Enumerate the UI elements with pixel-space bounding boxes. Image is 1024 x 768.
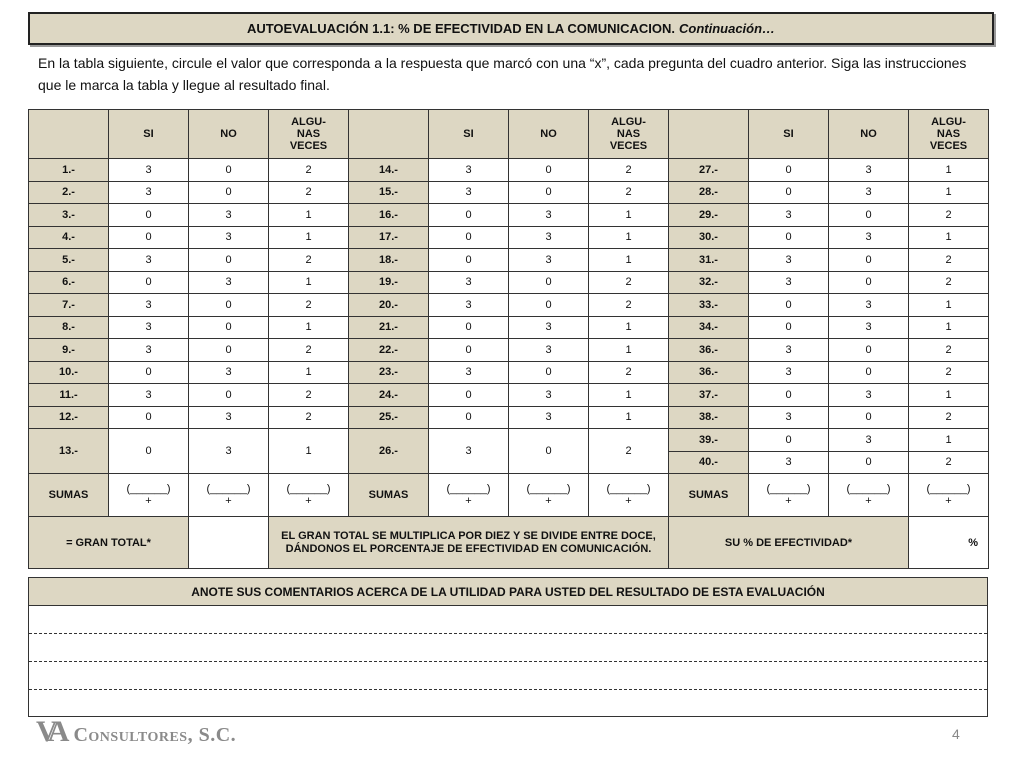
table-row (29, 181, 989, 204)
score-value[interactable]: 2 (269, 249, 349, 272)
sumas-label: SUMAS (349, 474, 429, 517)
header-algunas-line: VECES (929, 140, 968, 152)
question-number: 29.- (669, 204, 749, 227)
score-value[interactable]: 2 (589, 159, 669, 182)
score-value[interactable]: 0 (829, 361, 909, 384)
sum-blank-paren: (______) (446, 483, 491, 495)
score-value[interactable]: 1 (269, 271, 349, 294)
score-value[interactable]: 3 (189, 406, 269, 429)
score-value[interactable]: 0 (749, 181, 829, 204)
score-value[interactable]: 2 (909, 204, 989, 227)
question-number: 39.- (669, 429, 749, 452)
question-number: 36.- (669, 361, 749, 384)
score-value[interactable]: 0 (749, 159, 829, 182)
score-value[interactable]: 3 (829, 429, 909, 452)
score-value[interactable]: 0 (509, 361, 589, 384)
score-value[interactable]: 0 (829, 339, 909, 362)
score-value[interactable]: 0 (429, 249, 509, 272)
score-value[interactable]: 0 (749, 316, 829, 339)
score-value[interactable]: 3 (749, 451, 829, 474)
score-value[interactable]: 0 (189, 316, 269, 339)
header-algunas (269, 110, 349, 159)
score-value[interactable]: 3 (749, 339, 829, 362)
score-value[interactable]: 2 (269, 159, 349, 182)
header-algunas-line: VECES (289, 140, 328, 152)
score-value[interactable]: 2 (269, 339, 349, 362)
plus-sign: + (625, 495, 632, 507)
header-no: NO (509, 110, 589, 159)
question-number: 3.- (29, 204, 109, 227)
score-value[interactable]: 3 (509, 339, 589, 362)
gran-total-note (269, 517, 669, 569)
score-value[interactable]: 0 (429, 406, 509, 429)
score-value[interactable]: 0 (509, 271, 589, 294)
score-value[interactable]: 3 (429, 271, 509, 294)
sum-blank-paren: (______) (846, 483, 891, 495)
score-value[interactable]: 0 (829, 451, 909, 474)
score-value[interactable]: 3 (429, 361, 509, 384)
question-number: 28.- (669, 181, 749, 204)
plus-sign: + (945, 495, 952, 507)
header-algunas-line: NAS (296, 128, 321, 140)
sumas-row (29, 474, 989, 517)
score-value[interactable]: 3 (109, 316, 189, 339)
score-value[interactable]: 1 (589, 316, 669, 339)
header-blank (349, 110, 429, 159)
score-value[interactable]: 2 (909, 339, 989, 362)
score-value[interactable]: 0 (429, 384, 509, 407)
score-value[interactable]: 3 (829, 159, 909, 182)
score-value[interactable]: 0 (189, 159, 269, 182)
sum-blank-paren: (______) (606, 483, 651, 495)
score-value[interactable]: 3 (429, 429, 509, 474)
question-number: 18.- (349, 249, 429, 272)
header-si: SI (429, 110, 509, 159)
score-value[interactable]: 2 (269, 294, 349, 317)
logo-mark: VA (36, 715, 64, 748)
score-value[interactable]: 3 (109, 181, 189, 204)
score-value[interactable]: 1 (589, 226, 669, 249)
header-blank (29, 110, 109, 159)
score-value[interactable]: 3 (509, 406, 589, 429)
score-value[interactable]: 1 (589, 204, 669, 227)
score-value[interactable]: 0 (509, 429, 589, 474)
header-algunas (909, 110, 989, 159)
score-value[interactable]: 0 (189, 339, 269, 362)
question-number: 40.- (669, 451, 749, 474)
table-row (29, 249, 989, 272)
score-value[interactable]: 3 (189, 226, 269, 249)
score-value[interactable]: 2 (589, 294, 669, 317)
header-algunas-line: NAS (616, 128, 641, 140)
score-value[interactable]: 3 (189, 361, 269, 384)
sumas-label: SUMAS (29, 474, 109, 517)
header-si: SI (749, 110, 829, 159)
table-row (29, 429, 989, 452)
question-number: 17.- (349, 226, 429, 249)
score-value[interactable]: 0 (509, 181, 589, 204)
score-value[interactable]: 0 (109, 271, 189, 294)
score-value[interactable]: 1 (589, 406, 669, 429)
table-row (29, 226, 989, 249)
gran-total-label: = GRAN TOTAL* (29, 517, 189, 569)
sum-blank[interactable] (509, 474, 589, 517)
table-row (29, 294, 989, 317)
score-value[interactable]: 0 (109, 429, 189, 474)
score-value[interactable]: 0 (109, 406, 189, 429)
score-value[interactable]: 1 (269, 316, 349, 339)
score-value[interactable]: 0 (749, 226, 829, 249)
score-value[interactable]: 3 (429, 181, 509, 204)
question-number: 15.- (349, 181, 429, 204)
score-value[interactable]: 3 (429, 159, 509, 182)
score-value[interactable]: 1 (909, 294, 989, 317)
table-row (29, 384, 989, 407)
comment-line[interactable] (29, 634, 987, 662)
score-value[interactable]: 2 (589, 429, 669, 474)
score-value[interactable]: 2 (589, 271, 669, 294)
score-value[interactable]: 0 (189, 384, 269, 407)
question-number: 22.- (349, 339, 429, 362)
sum-blank[interactable] (269, 474, 349, 517)
comment-line[interactable] (29, 690, 987, 718)
score-value[interactable]: 0 (749, 429, 829, 452)
header-algunas-line: VECES (609, 140, 648, 152)
score-value[interactable]: 0 (829, 406, 909, 429)
score-value[interactable]: 0 (429, 316, 509, 339)
logo-name: Consultores, S.C. (73, 724, 237, 746)
score-value[interactable]: 3 (509, 249, 589, 272)
header-si: SI (109, 110, 189, 159)
efectividad-label: SU % DE EFECTIVIDAD* (669, 517, 909, 569)
score-value[interactable]: 1 (909, 226, 989, 249)
score-value[interactable]: 2 (909, 361, 989, 384)
question-number: 34.- (669, 316, 749, 339)
table-row (29, 406, 989, 429)
score-value[interactable]: 0 (109, 226, 189, 249)
header-algunas-line: ALGU- (611, 116, 646, 128)
comment-line[interactable] (29, 662, 987, 690)
sum-blank-paren: (______) (926, 483, 971, 495)
plus-sign: + (145, 495, 152, 507)
sum-blank-paren: (______) (766, 483, 811, 495)
score-value[interactable]: 1 (909, 181, 989, 204)
question-number: 37.- (669, 384, 749, 407)
score-value[interactable]: 1 (269, 226, 349, 249)
score-value[interactable]: 1 (269, 204, 349, 227)
score-value[interactable]: 0 (189, 181, 269, 204)
question-number: 24.- (349, 384, 429, 407)
score-value[interactable]: 0 (429, 226, 509, 249)
score-value[interactable]: 1 (909, 316, 989, 339)
score-value[interactable]: 3 (829, 384, 909, 407)
score-value[interactable]: 3 (189, 429, 269, 474)
question-number: 38.- (669, 406, 749, 429)
score-value[interactable]: 0 (509, 159, 589, 182)
score-value[interactable]: 0 (749, 294, 829, 317)
score-value[interactable]: 2 (269, 384, 349, 407)
score-value[interactable]: 3 (749, 361, 829, 384)
gran-total-input[interactable] (189, 517, 269, 569)
title-suffix: Continuación… (679, 21, 776, 36)
score-value[interactable]: 2 (909, 249, 989, 272)
score-value[interactable]: 3 (509, 316, 589, 339)
score-value[interactable]: 0 (829, 249, 909, 272)
score-value[interactable]: 3 (189, 204, 269, 227)
plus-sign: + (305, 495, 312, 507)
question-number: 13.- (29, 429, 109, 474)
sum-blank-paren: (______) (126, 483, 171, 495)
sum-blank[interactable] (429, 474, 509, 517)
header-blank (669, 110, 749, 159)
question-number: 8.- (29, 316, 109, 339)
score-value[interactable]: 3 (429, 294, 509, 317)
score-value[interactable]: 1 (909, 159, 989, 182)
score-value[interactable]: 1 (269, 361, 349, 384)
question-number: 36.- (669, 339, 749, 362)
sum-blank[interactable] (909, 474, 989, 517)
sum-blank[interactable] (829, 474, 909, 517)
score-value[interactable]: 1 (909, 384, 989, 407)
plus-sign: + (465, 495, 472, 507)
score-value[interactable]: 0 (509, 294, 589, 317)
score-value[interactable]: 3 (109, 384, 189, 407)
header-no: NO (829, 110, 909, 159)
table-row (29, 316, 989, 339)
plus-sign: + (545, 495, 552, 507)
sum-blank-paren: (______) (526, 483, 571, 495)
question-number: 25.- (349, 406, 429, 429)
score-value[interactable]: 3 (109, 294, 189, 317)
table-row (29, 159, 989, 182)
question-number: 9.- (29, 339, 109, 362)
comments-heading: ANOTE SUS COMENTARIOS ACERCA DE LA UTILIDAD PARA USTED DEL RESULTADO DE ESTA EVALUACIÓN (29, 578, 987, 606)
score-value[interactable]: 3 (509, 226, 589, 249)
question-number: 33.- (669, 294, 749, 317)
score-value[interactable]: 3 (829, 294, 909, 317)
question-number: 11.- (29, 384, 109, 407)
score-value[interactable]: 2 (589, 361, 669, 384)
sumas-label: SUMAS (669, 474, 749, 517)
table-row (29, 339, 989, 362)
score-value[interactable]: 3 (829, 181, 909, 204)
score-value[interactable]: 2 (909, 406, 989, 429)
score-value[interactable]: 3 (749, 204, 829, 227)
question-number: 32.- (669, 271, 749, 294)
question-number: 20.- (349, 294, 429, 317)
score-value[interactable]: 0 (429, 339, 509, 362)
question-number: 27.- (669, 159, 749, 182)
question-number: 14.- (349, 159, 429, 182)
header-no: NO (189, 110, 269, 159)
score-value[interactable]: 3 (749, 249, 829, 272)
score-value[interactable]: 0 (829, 271, 909, 294)
score-value[interactable]: 1 (909, 429, 989, 452)
score-value[interactable]: 0 (189, 294, 269, 317)
gran-total-row (29, 517, 989, 569)
plus-sign: + (785, 495, 792, 507)
scoring-table (28, 109, 989, 569)
score-value[interactable]: 3 (509, 204, 589, 227)
question-number: 19.- (349, 271, 429, 294)
score-value[interactable]: 0 (749, 384, 829, 407)
question-number: 30.- (669, 226, 749, 249)
question-number: 2.- (29, 181, 109, 204)
question-number: 23.- (349, 361, 429, 384)
question-number: 1.- (29, 159, 109, 182)
header-algunas-line: ALGU- (931, 116, 966, 128)
score-value[interactable]: 2 (269, 406, 349, 429)
score-value[interactable]: 0 (829, 204, 909, 227)
score-value[interactable]: 2 (589, 181, 669, 204)
score-value[interactable]: 1 (589, 339, 669, 362)
question-number: 7.- (29, 294, 109, 317)
score-value[interactable]: 0 (429, 204, 509, 227)
score-value[interactable]: 3 (109, 159, 189, 182)
score-value[interactable]: 1 (589, 384, 669, 407)
gran-total-note-text: EL GRAN TOTAL SE MULTIPLICA POR DIEZ Y SE DIVIDE ENTRE DOCE, DÁNDONOS EL PORCENTAJE DE EFECTIVIDAD EN COMUNICACIÓN. (281, 529, 656, 555)
page-number: 4 (952, 726, 960, 742)
table-header-row (29, 110, 989, 159)
score-value[interactable]: 3 (829, 316, 909, 339)
header-algunas (589, 110, 669, 159)
score-value[interactable]: 1 (269, 429, 349, 474)
plus-sign: + (865, 495, 872, 507)
score-value[interactable]: 3 (189, 271, 269, 294)
page-title (28, 12, 994, 45)
question-number: 5.- (29, 249, 109, 272)
question-number: 26.- (349, 429, 429, 474)
question-number: 4.- (29, 226, 109, 249)
company-logo (36, 716, 236, 746)
question-number: 6.- (29, 271, 109, 294)
score-value[interactable]: 2 (269, 181, 349, 204)
score-value[interactable]: 0 (109, 204, 189, 227)
score-value[interactable]: 3 (749, 271, 829, 294)
header-algunas-line: ALGU- (291, 116, 326, 128)
score-value[interactable]: 0 (109, 361, 189, 384)
efectividad-input[interactable]: % (909, 517, 989, 569)
score-value[interactable]: 3 (109, 339, 189, 362)
table-row (29, 204, 989, 227)
question-number: 21.- (349, 316, 429, 339)
question-number: 31.- (669, 249, 749, 272)
table-row (29, 271, 989, 294)
table-row (29, 361, 989, 384)
title-main: AUTOEVALUACIÓN 1.1: % DE EFECTIVIDAD EN LA COMUNICACION. (246, 21, 675, 36)
score-value[interactable]: 3 (749, 406, 829, 429)
instructions-text: En la tabla siguiente, circule el valor que corresponda a la respuesta que marcó con una “x”, cada pregunta del cuadro anterior. Siga las instrucciones que le marca la tabla y llegue al resultado final. (38, 55, 967, 93)
sum-blank[interactable] (189, 474, 269, 517)
score-value[interactable]: 2 (909, 271, 989, 294)
comment-line[interactable] (29, 606, 987, 634)
score-value[interactable]: 2 (909, 451, 989, 474)
comments-box (28, 577, 988, 717)
plus-sign: + (225, 495, 232, 507)
sum-blank-paren: (______) (286, 483, 331, 495)
score-value[interactable]: 3 (109, 249, 189, 272)
question-number: 12.- (29, 406, 109, 429)
sum-blank[interactable] (109, 474, 189, 517)
question-number: 16.- (349, 204, 429, 227)
score-value[interactable]: 1 (589, 249, 669, 272)
score-value[interactable]: 3 (829, 226, 909, 249)
score-value[interactable]: 0 (189, 249, 269, 272)
sum-blank-paren: (______) (206, 483, 251, 495)
sum-blank[interactable] (589, 474, 669, 517)
question-number: 10.- (29, 361, 109, 384)
score-value[interactable]: 3 (509, 384, 589, 407)
header-algunas-line: NAS (936, 128, 961, 140)
sum-blank[interactable] (749, 474, 829, 517)
